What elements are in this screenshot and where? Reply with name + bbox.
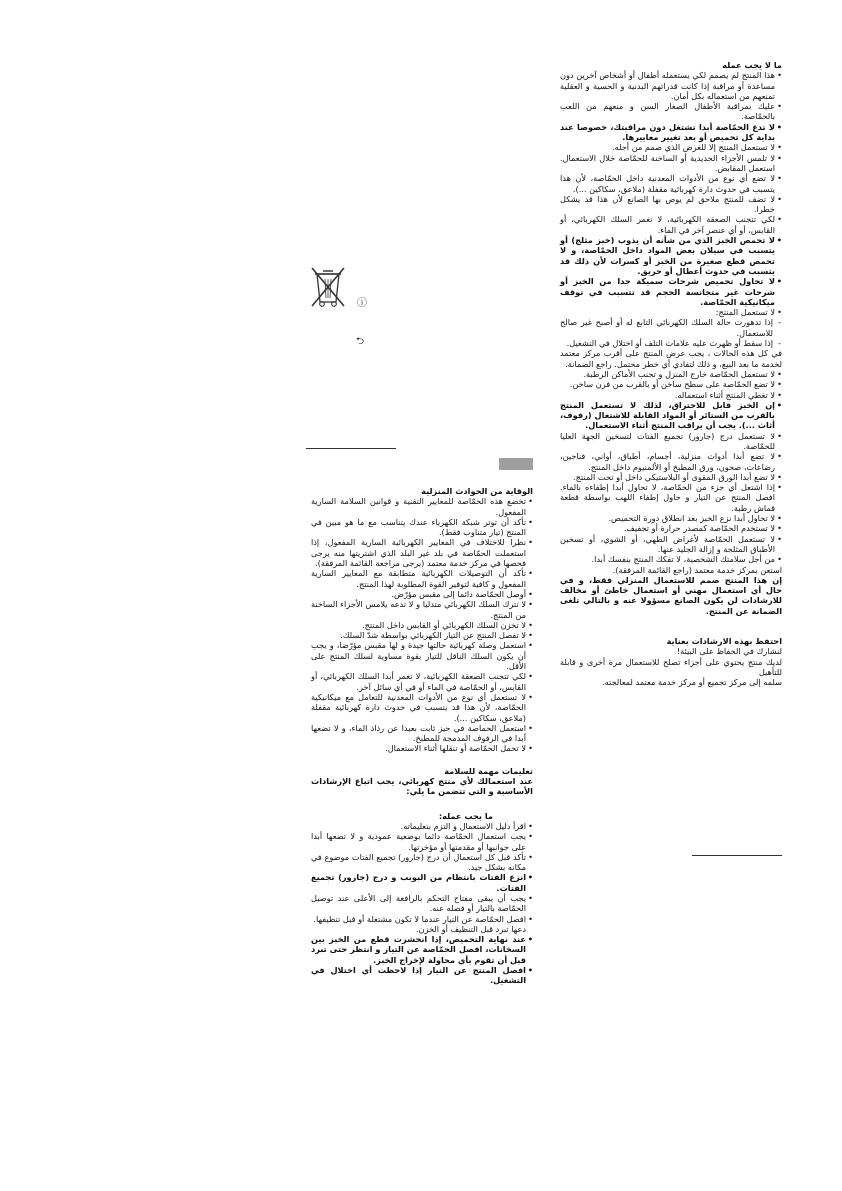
list-item: • لا تستعمل المنتج: — [560, 307, 782, 317]
dont-list — [560, 70, 782, 616]
list-item: • افصل المنتج عن التيار إذا لاحظت أي اختلال في التشغيل. — [311, 965, 533, 986]
list-item: • لا تفصل المنتج عن التيار الكهربائي بواسطة شدّ السلك. — [311, 630, 533, 640]
list-item: • اقرأ دليل الاستعمال و التزم بتعليماته. — [311, 821, 533, 831]
cycle-arrow-icon: ⮌ — [356, 336, 365, 347]
keep-instructions-title: احتفظ بهذه الارشادات بعناية — [666, 636, 782, 647]
list-item: دعها تبرد قبل التنظيف أو الخزن. — [415, 923, 526, 934]
list-item: • لا تضع الحمّاصة على سطح ساخن أو بالقرب من فرن ساخن. — [560, 379, 782, 389]
safety-intro: عند استعمالك لأي منتج كهربائي، يجب اتباع الإرشادات الأساسية و التي تتضمن ما يلي: — [311, 776, 533, 797]
list-item: • من أجل سلامتك الشخصية، لا تفكك المنتج بنفسك أبدا. — [560, 554, 782, 564]
list-item: • يجب استعمال الحمّاصة دائما بوضعية عمودية و لا تضعها أبدا على جوانبها أو مقدمتها أو مؤخرتها. — [311, 831, 533, 852]
list-item: • إذا اشتعل أي جزء من الحمّاصة، لا تحاول أبدا إطفاءه بالماء. افصل المنتج عن التيار و حاول إطفاء اللهب بواسطة قطعة قماش رطبة. — [560, 482, 782, 513]
paragraph: استعن بمركز خدمة معتمد (راجع القائمة المرفقة). — [612, 564, 782, 575]
prevention-list — [311, 496, 533, 753]
list-item: • لا تحمص الخبز الذي من شأنه أن يذوب (خبز مثلج) أو يتسبب في سيلان بعض المواد داخل الحمّاصة، و لا تحمص قطع صغيرة من الخبز أو كسرات لأن ذلك قد يتسبب في حدوث أعطال أو حريق. — [560, 235, 782, 276]
list-item: • يجب أن يبقى مفتاح التحكم بالرافعة إلى الأعلى عند توصيل الحمّاصة بالتيار أو فصله عنه. — [311, 893, 533, 914]
list-item: • لا تخزن السلك الكهربائي أو القابس داخل المنتج. — [311, 620, 533, 630]
paragraph: إن هذا المنتج صمم للاستعمال المنزلي فقط، و في حال أي استعمال مهني أو استعمال خاطئ أو مخالف للارشادات لن يكون الصانع مسؤولا عنه و بالتالي تلغى الضمانة عن المنتج. — [560, 574, 782, 616]
list-item: • لكي تتجنب الصعقة الكهربائية، لا تغمر أبدا السلك الكهربائي، أو القابس، أو الحمّاصة في الماء أو في أي سائل آخر. — [311, 671, 533, 692]
environment-title: لنشارك في الحفاظ على البيئة! — [676, 646, 782, 657]
left-column — [311, 486, 533, 986]
list-item: • افصل الحمّاصة عن التيار عندما لا تكون مشتغلة أو قبل تنظيفها. — [311, 914, 533, 924]
list-item: • لا تحاول أبدا نزع الخبز بعد انطلاق دورة التحميص. — [560, 513, 782, 523]
do-list — [311, 821, 533, 986]
list-item: • لا تستعمل الحمّاصة لأغراض الطهي، أو الشوي، أو تسخين الأطباق المثلجة و إزالة الجليد عنها. — [560, 534, 782, 555]
list-item: • لا تدع الحمّاصة أبدا تشتغل دون مراقبتك، خصوصا عند بداية كل تحميص أو بعد تغيير معاييرها. — [560, 122, 782, 143]
dash-item: - إذا تدهورت حالة السلك الكهربائي التابع له أو أصبح غير صالح للاستعمال. — [560, 317, 782, 338]
environment-text-2: سلمه إلى مركز تجميع أو مركز خدمة معتمد لمعالجته. — [602, 677, 782, 688]
do-title: ما يجب عمله: — [438, 810, 493, 821]
list-item: • لا تضع أبدا الورق المقوى أو البلاستيكي داخل أو تحت المنتج. — [560, 472, 782, 482]
list-item: • تخضع هذه الحمّاصة للمعايير التقنية و قوانين السلامة السارية المفعول. — [311, 496, 533, 517]
list-item: • تأكد أن توتر شبكة الكهرباء عندك يتناسب مع ما هو مبين في المنتج (تيار متناوب فقط). — [311, 517, 533, 538]
list-item: • لا تضف للمنتج ملاحق لم يوص بها الصانع لأن هذا قد يشكل خطرا. — [560, 194, 782, 215]
list-item: • استعمل الحماصة في حيز ثابت بعيدا عن رذاذ الماء، و لا تضعها أبدا في الرفوف المدمجة للمطبخ. — [311, 723, 533, 744]
right-column-rule — [692, 855, 782, 856]
list-item: • عليك بمراقبة الأطفال الصغار السن و منعهم من اللعب بالحمّاصة. — [560, 101, 782, 122]
list-item: • لا تستعمل الحمّاصة خارج المنزل و تجنب الأماكن الرطبة. — [560, 369, 782, 379]
safety-title: تعليمات مهمة للسلامة — [444, 765, 533, 776]
paragraph: في كل هذه الحالات ، يجب عرض المنتج على أقرب مركز معتمد لخدمة ما بعد البيع، و ذلك لتفادي أي خطر محتمل. راجع الضمانة. — [560, 348, 782, 369]
list-item: • أوصل الحمّاصة دائما إلى مقبس مؤرّض. — [311, 589, 533, 599]
list-item: • لا تضع أي نوع من الأدوات المعدنية داخل الحمّاصة، لأن هذا يتسبب في حدوث دارة كهربائية مقفلة (ملاعق، سكاكين ...). — [560, 173, 782, 194]
list-item: • استعمل وصلة كهربائية حالتها جيدة و لها مقبس مؤرّضا، و يجب أن يكون السلك الناقل للتيار بقوة مساوية لسلك المنتج على الأقل. — [311, 640, 533, 671]
dash-item: - إذا سقط أو ظهرت عليه علامات التلف أو اختلال في التشغيل. — [560, 338, 782, 348]
list-item: • لا تضع أبدا أدوات منزلية، أجسام، أطباق، أواني، فناجين، رضاعات، صحون، ورق المطبخ أو الألمنيوم داخل المنتج. — [560, 451, 782, 472]
list-item: • لا تغطي المنتج أثناء استعماله. — [560, 390, 782, 400]
list-item: • لا تستعمل درج (جارور) تجميع الفتات لتسخين الجهة العليا للحمّاصة. — [560, 431, 782, 452]
gray-box — [499, 458, 533, 470]
list-item: • تأكد قبل كل استعمال أن درج (جارور) تجميع الفتات موضوع في مكانه بشكل جيد. — [311, 852, 533, 873]
crossed-out-wheelie-bin-icon — [306, 262, 350, 310]
list-item: • لا تستخدم الحمّاصة كمصدر حرارة أو تجفيف. — [560, 523, 782, 533]
list-item: • نظرا للاختلاف في المعايير الكهربائية السارية المفعول، إذا استعملت الحمّاصة في بلد غير البلد الذي اشتريتها منه يرجى فحصها في مركز خدمة معتمد (يرجى مراجعة القائمة المرفقة). — [311, 537, 533, 568]
list-item: • عند نهاية التحميص، إذا انحشرت قطع من الخبز بين السخانات، افصل الحمّاصة عن التيار و انتظر حتى تبرد قبل أن تقوم بأي محاولة لإخراج الخبز. — [311, 934, 533, 965]
list-item: • لا تلمس الأجزاء الحديدية أو الساخنة للحمّاصة خلال الاستعمال. استعمل المقابض. — [560, 153, 782, 174]
list-item: • لا تستعمل المنتج إلا للغرض الذي صمم من أجله. — [560, 142, 782, 152]
list-item: • لا تترك السلك الكهربائي متدليا و لا تدعه يلامس الأجزاء الساخنة من المنتج. — [311, 599, 533, 620]
list-item: • إن الخبز قابل للاحتراق، لذلك لا تستعمل المنتج بالقرب من الستائر أو المواد القابلة للاشتعال (رفوف، أثاث ...). يجب أن يراقب المنتج أثناء الاستعمال. — [560, 400, 782, 431]
environment-text: لديك منتج يحتوي على أجزاء تصلح للاستعمال مرة أخرى و قابلة للتأهيل — [560, 656, 782, 677]
middle-rule — [306, 448, 396, 449]
list-item: • لا تحمل الحمّاصة أو تنقلها أثناء الاستعمال. — [311, 743, 533, 753]
list-item: • انزع الفتات بانتظام من البوبب و درج (جارور) تجميع الفتات. — [311, 872, 533, 893]
list-item: • لا تحاول تحميص شرحات سميكة جدا من الخبز أو شرحات غير متجانسة الحجم قد تتسبب في توقف ميكانيكية الحمّاصة. — [560, 276, 782, 307]
right-column — [560, 60, 782, 688]
list-item: • لكي تتجنب الصعقة الكهربائية، لا تغمر السلك الكهربائي، أو القابس، أو أي عنصر آخر في الماء. — [560, 214, 782, 235]
left-column-title: الوقاية من الحوادث المنزلية — [421, 486, 533, 496]
right-column-title: ما لا يجب عمله — [722, 60, 782, 70]
info-circle-icon: ⓘ — [357, 298, 367, 309]
list-item: • تأكد أن التوصيلات الكهربائية متطابقة مع المعايير السارية المفعول و كافية لتوفير القوة المطلوبة لهذا المنتج. — [311, 568, 533, 589]
list-item: • هذا المنتج لم يصمم لكي يستعمله أطفال أو أشخاص آخرين دون مساعدة أو مراقبة إذا كانت قدراتهم البدنية و الحسية و العقلية تمنعهم من استعماله بكل أمان. — [560, 70, 782, 101]
list-item: • لا تستعمل أي نوع من الأدوات المعدنية للتعامل مع ميكانيكية الحمّاصة، لأن هذا قد يتسبب في حدوث دارة كهربائية مقفلة (ملاعق، سكاكين ...). — [311, 692, 533, 723]
